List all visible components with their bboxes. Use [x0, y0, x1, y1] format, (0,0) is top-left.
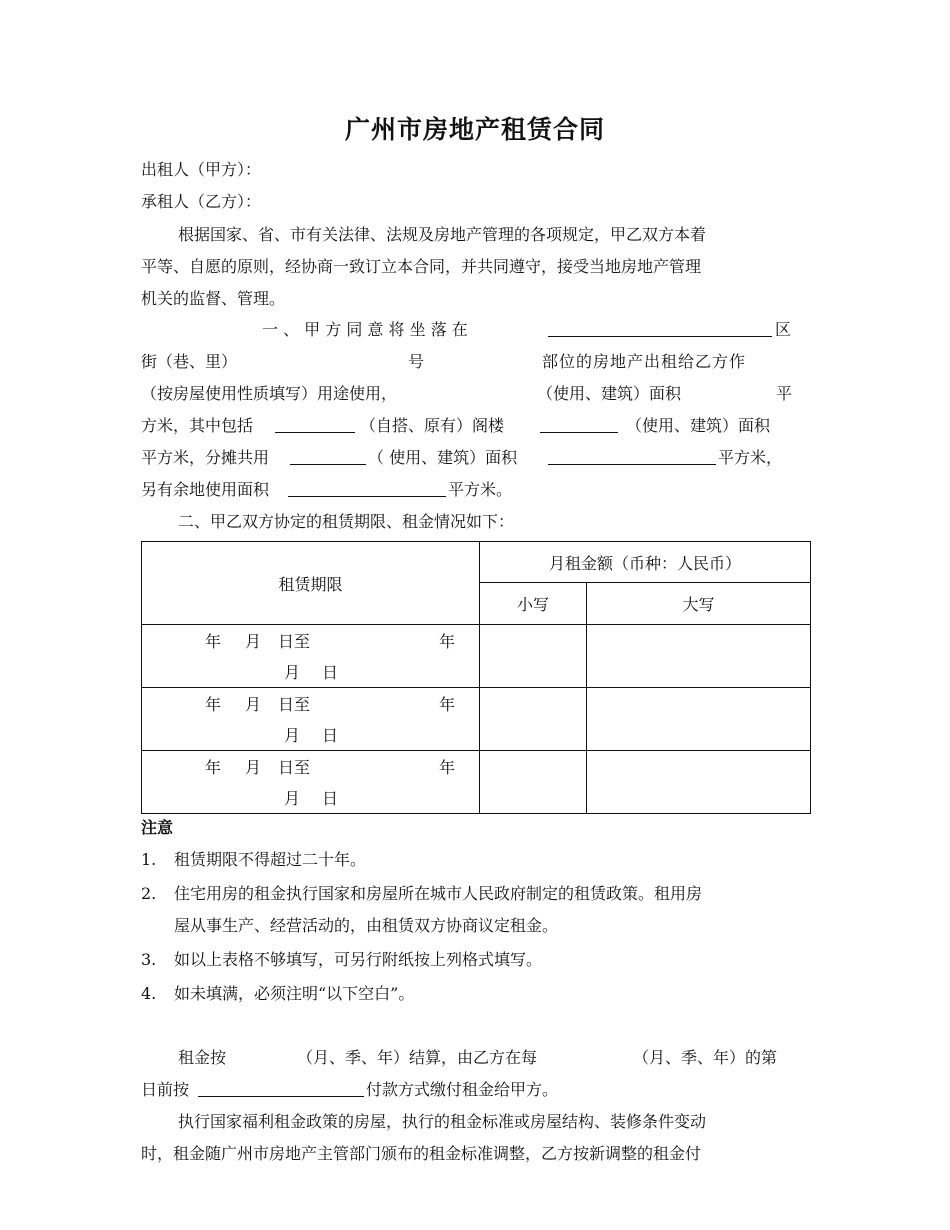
clause1-attic: （自搭、原有）阁楼 [360, 416, 505, 435]
table-row [142, 751, 811, 814]
small-amount-cell[interactable] [480, 751, 587, 814]
note-text-continued: 屋从事生产、经营活动的，由租赁双方协商议定租金。 [174, 916, 559, 935]
payment-cycle-each: （月、季、年）的第 [633, 1048, 778, 1067]
note-number: 1. [141, 850, 157, 869]
payment-rent-by: 租金按 [178, 1048, 227, 1067]
clause1-street: 街（巷、里） [141, 352, 238, 371]
intro-line-3: 机关的监督、管理。 [141, 289, 286, 308]
notes-heading: 注意 [141, 818, 174, 837]
note-number: 2. [141, 884, 157, 903]
small-amount-cell[interactable] [480, 625, 587, 688]
clause2-text: 二、甲乙双方协定的租赁期限、租金情况如下： [178, 512, 515, 531]
blank-shared[interactable] [290, 448, 366, 470]
blank-attic-area[interactable] [540, 416, 618, 438]
blank-shared-area[interactable] [548, 448, 716, 470]
table-row [142, 688, 811, 751]
note-text: 租赁期限不得超过二十年。 [174, 850, 367, 869]
welfare-line-2: 时，租金随广州市房地产主管部门颁布的租金标准调整，乙方按新调整的租金付 [141, 1144, 702, 1163]
contract-title: 广州市房地产租赁合同 [344, 115, 605, 144]
table-row [142, 625, 811, 688]
rent-table [141, 541, 811, 814]
clause1-attic-area: （使用、建筑）面积 [626, 416, 771, 435]
note-text: 如以上表格不够填写，可另行附纸按上列格式填写。 [174, 950, 543, 969]
clause1-prefix: 一 、 甲 方 同 意 将 坐 落 在 [262, 320, 468, 339]
big-amount-cell[interactable] [587, 751, 811, 814]
clause1-include: 方米，其中包括 [141, 416, 254, 435]
blank-extra-area[interactable] [288, 480, 446, 502]
lessor-label: 出租人（甲方）： [141, 160, 262, 179]
header-big: 大写 [587, 583, 811, 625]
header-period: 租赁期限 [142, 542, 480, 625]
note-number: 3. [141, 950, 157, 969]
period-cell[interactable]: 年 月 日至 年 月 日 [142, 625, 480, 688]
clause1-part: 部位的房地产出租给乙方作 [542, 352, 747, 371]
big-amount-cell[interactable] [587, 688, 811, 751]
header-small: 小写 [480, 583, 587, 625]
blank-district[interactable] [548, 320, 772, 342]
clause1-area-type: （使用、建筑）面积 [537, 384, 682, 403]
clause1-usage: （按房屋使用性质填写）用途使用， [141, 384, 398, 403]
payment-method: 付款方式缴付租金给甲方。 [366, 1080, 559, 1099]
period-cell[interactable]: 年 月 日至 年 月 日 [142, 688, 480, 751]
note-text: 住宅用房的租金执行国家和房屋所在城市人民政府制定的租赁政策。租用房 [174, 884, 703, 903]
clause1-district-suffix: 区 [775, 320, 792, 339]
clause1-number: 号 [408, 352, 425, 371]
period-cell[interactable]: 年 月 日至 年 月 日 [142, 751, 480, 814]
big-amount-cell[interactable] [587, 625, 811, 688]
note-text: 如未填满，必须注明“以下空白”。 [174, 984, 415, 1003]
blank-attic[interactable] [275, 416, 355, 438]
payment-cycle: （月、季、年）结算，由乙方在每 [297, 1048, 538, 1067]
clause1-sqm: 平方米， [718, 448, 783, 467]
note-number: 4. [141, 984, 157, 1003]
intro-line-1: 根据国家、省、市有关法律、法规及房地产管理的各项规定，甲乙双方本着 [178, 225, 707, 244]
blank-payment-method[interactable] [198, 1080, 364, 1102]
clause1-shared: 平方米，分摊共用 [141, 448, 270, 467]
small-amount-cell[interactable] [480, 688, 587, 751]
header-monthly-rent: 月租金额（币种：人民币） [480, 542, 811, 583]
clause1-extra: 另有余地使用面积 [141, 480, 270, 499]
clause1-shared-area: （ 使用、建筑）面积 [368, 448, 518, 467]
welfare-line-1: 执行国家福利租金政策的房屋，执行的租金标准或房屋结构、装修条件变动 [178, 1112, 707, 1131]
lessee-label: 承租人（乙方）： [141, 192, 262, 211]
payment-day: 日前按 [141, 1080, 190, 1099]
clause1-ping: 平 [776, 384, 793, 403]
clause1-extra-sqm: 平方米。 [448, 480, 513, 499]
intro-line-2: 平等、自愿的原则，经协商一致订立本合同，并共同遵守，接受当地房地产管理 [141, 257, 702, 276]
